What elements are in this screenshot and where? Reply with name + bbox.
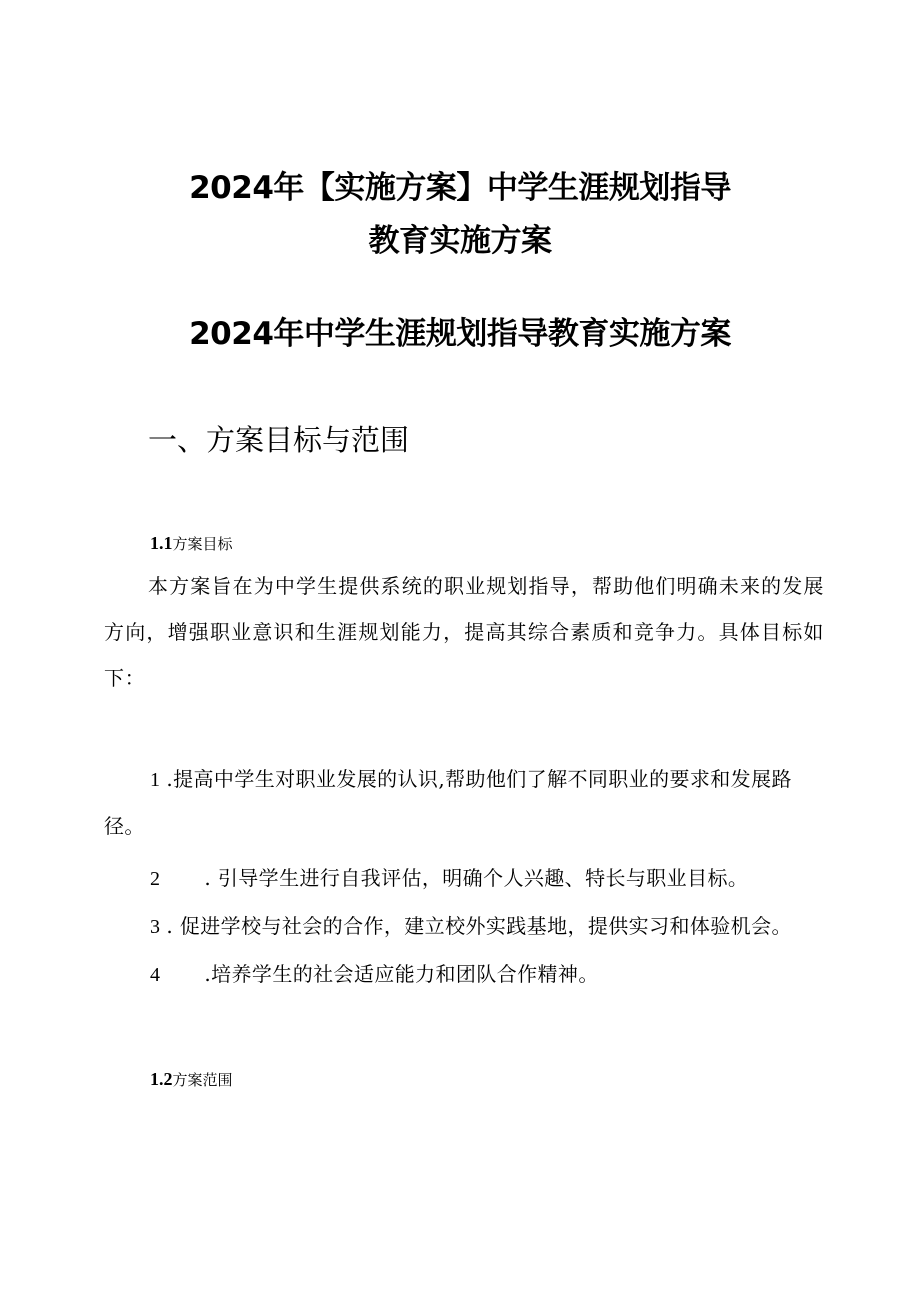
subsection-label: 方案范围	[172, 1071, 233, 1089]
subsection-heading-1-2	[150, 1069, 233, 1090]
doc-subtitle: 2024年中学生涯规划指导教育实施方案	[189, 316, 731, 352]
list-item-number: 1	[150, 769, 160, 791]
list-item-text: . 促进学校与社会的合作，建立校外实践基地，提供实习和体验机会。	[166, 914, 792, 938]
list-item	[104, 951, 824, 998]
list-item-text: .培养学生的社会适应能力和团队合作精神。	[204, 962, 599, 986]
intro-paragraph: 本方案旨在为中学生提供系统的职业规划指导，帮助他们明确未来的发展方向，增强职业意识和生涯规划能力，提高其综合素质和竞争力。具体目标如下：	[104, 574, 824, 690]
section-heading-1: 一、方案目标与范围	[148, 423, 410, 457]
subsection-label: 方案目标	[172, 535, 233, 553]
subsection-number: 1.2	[150, 1069, 173, 1089]
doc-title-line2: 教育实施方案	[368, 223, 552, 259]
list-item-number: 2	[150, 868, 160, 890]
subsection-number: 1.1	[150, 533, 173, 553]
doc-title-line1: 2024年【实施方案】中学生涯规划指导	[189, 170, 731, 206]
list-item	[104, 756, 824, 849]
list-item	[104, 855, 824, 902]
list-item-number: 4	[150, 964, 160, 986]
subsection-heading-1-1	[150, 533, 233, 554]
list-item	[104, 903, 824, 950]
list-item-text: .提高中学生对职业发展的认识,帮助他们了解不同职业的要求和发展路径。	[104, 767, 792, 838]
list-item-text: . 引导学生进行自我评估，明确个人兴趣、特长与职业目标。	[204, 866, 749, 890]
list-item-number: 3	[150, 916, 160, 938]
